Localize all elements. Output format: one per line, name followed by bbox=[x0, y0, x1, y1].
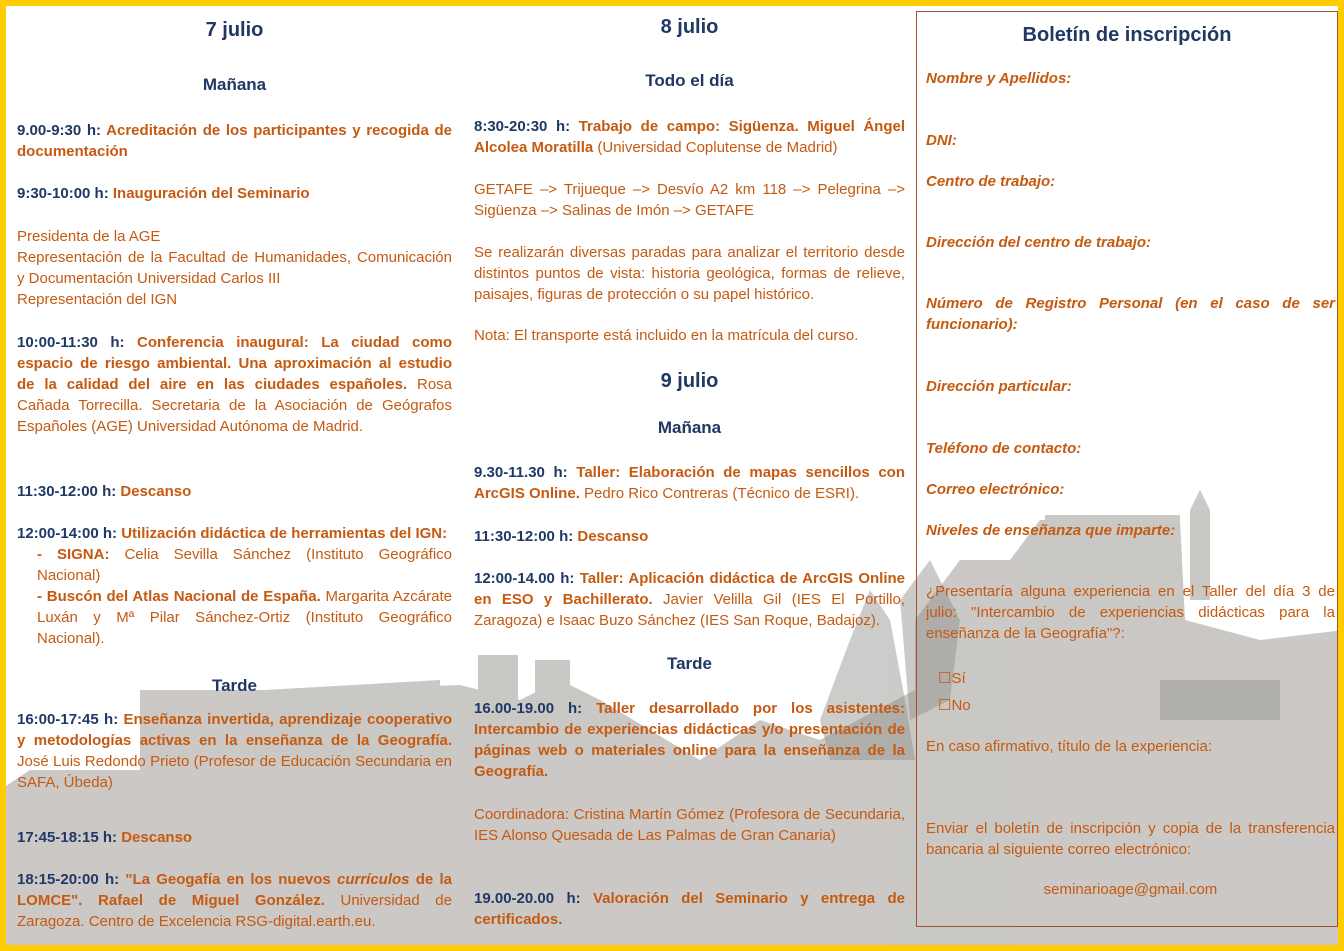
yes-label: Sí bbox=[951, 670, 966, 687]
time-label: 12:00-14:00 h: bbox=[17, 525, 122, 542]
schedule-item bbox=[17, 827, 452, 848]
workplace-address-field-label[interactable]: Dirección del centro de trabajo: bbox=[926, 234, 1152, 251]
time-label: 9.30-11.30 h: bbox=[474, 464, 577, 481]
sub-item bbox=[17, 586, 452, 649]
afternoon-heading: Tarde bbox=[666, 654, 713, 673]
body-text: Margarita Azcárate Luxán y Mª Pilar Sánchez-Ortiz (Instituto Geográfico Nacional). bbox=[37, 588, 452, 647]
address-field-label[interactable]: Dirección particular: bbox=[926, 378, 1072, 395]
checkbox-icon[interactable]: ☐ bbox=[938, 697, 952, 714]
registry-number-field-label[interactable]: Número de Registro Personal (en el caso de ser funcionario): bbox=[926, 295, 1335, 333]
body-text: Javier Velilla Gil (IES El Portillo, Zaragoza) e Isaac Buzo Sánchez (IES San Roque, Badajoz). bbox=[474, 591, 905, 629]
body-text: Representación del IGN bbox=[17, 291, 178, 308]
time-label: 16.00-19.00 h: bbox=[474, 700, 597, 717]
body-text: Coordinadora: Cristina Martín Gómez (Profesora de Secundaria, IES Alonso Quesada de Las Palmas de Gran Canaria) bbox=[474, 806, 905, 844]
route-text bbox=[474, 179, 905, 221]
schedule-item bbox=[17, 709, 452, 793]
body-text: Representación de la Facultad de Humanidades, Comunicación y Documentación Universidad Carlos III bbox=[17, 249, 452, 287]
body-text: Se realizarán diversas paradas para analizar el territorio desde distintos puntos de vista: historia geológica, formas de relieve, paisajes, figuras de protección o su papel histórico. bbox=[474, 244, 905, 303]
schedule-item bbox=[474, 888, 905, 930]
session-title: Descanso bbox=[121, 829, 193, 846]
session-title: Inauguración del Seminario bbox=[112, 185, 310, 202]
speaker-line bbox=[17, 247, 452, 289]
body-text: (Universidad Coplutense de Madrid) bbox=[593, 139, 838, 156]
session-title: - Buscón del Atlas Nacional de España. bbox=[37, 588, 321, 605]
schedule-item bbox=[17, 869, 452, 932]
schedule-item bbox=[17, 183, 452, 204]
session-title: de la LOMCE". Rafael de Miguel González. bbox=[17, 871, 452, 909]
time-label: 8:30-20:30 h: bbox=[474, 118, 579, 135]
session-title: Taller desarrollado por los asistentes: Intercambio de experiencias didácticas y/o presentación de páginas web o materiales online para la enseñanza de la Geografía. bbox=[474, 700, 906, 780]
description-text bbox=[474, 242, 905, 305]
time-label: 16:00-17:45 h: bbox=[17, 711, 124, 728]
time-label: 11:30-12:00 h: bbox=[17, 483, 121, 500]
time-label: 10:00-11:30 h: bbox=[17, 334, 138, 351]
body-text: Universidad de Zaragoza. Centro de Excelencia RSG-digital.earth.eu. bbox=[17, 892, 452, 930]
session-title: Descanso bbox=[577, 528, 649, 545]
body-text: Presidenta de la AGE bbox=[17, 228, 161, 245]
time-label: 11:30-12:00 h: bbox=[474, 528, 578, 545]
time-label: 9:30-10:00 h: bbox=[17, 185, 113, 202]
schedule-item bbox=[474, 526, 905, 547]
schedule-item bbox=[17, 120, 452, 162]
all-day-heading: Todo el día bbox=[645, 71, 734, 90]
contact-email-link[interactable]: seminarioage@gmail.com bbox=[1043, 881, 1218, 898]
morning-heading: Mañana bbox=[657, 418, 722, 437]
afternoon-heading: Tarde bbox=[211, 676, 258, 695]
body-text: Pedro Rico Contreras (Técnico de ESRI). bbox=[579, 485, 860, 502]
body-text: José Luis Redondo Prieto (Profesor de Educación Secundaria en SAFA, Úbeda) bbox=[17, 753, 452, 791]
send-instructions: Enviar el boletín de inscripción y copia de la transferencia bancaria al siguiente correo electrónico: bbox=[926, 820, 1335, 858]
time-label: 17:45-18:15 h: bbox=[17, 829, 122, 846]
checkbox-icon[interactable]: ☐ bbox=[938, 670, 952, 687]
schedule-item-title bbox=[17, 523, 452, 544]
time-label: 18:15-20:00 h: bbox=[17, 871, 126, 888]
workplace-field-label[interactable]: Centro de trabajo: bbox=[926, 173, 1056, 190]
coordinator-text bbox=[474, 804, 905, 846]
day-heading-7-julio: 7 julio bbox=[205, 19, 264, 41]
schedule-item bbox=[474, 116, 905, 158]
sub-item bbox=[17, 544, 452, 586]
phone-field-label[interactable]: Teléfono de contacto: bbox=[926, 440, 1082, 457]
body-text: Celia Sevilla Sánchez (Instituto Geográfico Nacional) bbox=[37, 546, 452, 584]
schedule-item bbox=[474, 462, 905, 504]
body-text: Nota: El transporte está incluido en la matrícula del curso. bbox=[474, 327, 859, 344]
levels-field-label[interactable]: Niveles de enseñanza que imparte: bbox=[926, 522, 1176, 539]
time-label: 12:00-14.00 h: bbox=[474, 570, 580, 587]
name-field-label[interactable]: Nombre y Apellidos: bbox=[926, 70, 1072, 87]
session-title: Taller: Aplicación didáctica de ArcGIS Online en ESO y Bachillerato. bbox=[474, 570, 905, 608]
session-title: Descanso bbox=[120, 483, 192, 500]
note-text bbox=[474, 325, 905, 346]
body-text: GETAFE –> Trijueque –> Desvío A2 km 118 –> Pelegrina –> Sigüenza –> Salinas de Imón –> GETAFE bbox=[474, 181, 905, 219]
schedule-item bbox=[17, 332, 452, 437]
session-title: "La Geogafía en los nuevos bbox=[125, 871, 337, 888]
session-title: Utilización didáctica de herramientas del IGN: bbox=[121, 525, 448, 542]
yes-option[interactable] bbox=[938, 668, 966, 689]
no-label: No bbox=[951, 697, 971, 714]
session-title: currículos bbox=[336, 871, 410, 888]
email-field-label[interactable]: Correo electrónico: bbox=[926, 481, 1065, 498]
schedule-item bbox=[17, 481, 452, 502]
session-title: Valoración del Seminario y entrega de certificados. bbox=[474, 890, 906, 928]
day-heading-8-julio: 8 julio bbox=[660, 16, 719, 38]
time-label: 9.00-9:30 h: bbox=[17, 122, 107, 139]
dni-field-label[interactable]: DNI: bbox=[926, 132, 957, 149]
schedule-item bbox=[474, 568, 905, 631]
session-title: Acreditación de los participantes y recogida de documentación bbox=[17, 122, 452, 160]
session-title: Conferencia inaugural: La ciudad como espacio de riesgo ambiental. Una aproximación al estudio de la calidad del aire en las ciudades españoles. bbox=[17, 334, 453, 393]
no-option[interactable] bbox=[938, 695, 971, 716]
session-title: Trabajo de campo: Sigüenza. Miguel Ángel Alcolea Moratilla bbox=[474, 118, 906, 156]
session-title: Taller: Elaboración de mapas sencillos con ArcGIS Online. bbox=[474, 464, 905, 502]
speakers-list bbox=[17, 226, 452, 310]
day-heading-9-julio: 9 julio bbox=[660, 370, 719, 392]
body-text: Rosa Cañada Torrecilla. Secretaria de la Asociación de Geógrafos Españoles (AGE) Universidad Autónoma de Madrid. bbox=[17, 376, 452, 435]
session-title: - SIGNA: bbox=[37, 546, 110, 563]
time-label: 19.00-20.00 h: bbox=[474, 890, 593, 907]
schedule-item bbox=[17, 523, 452, 649]
experience-title-label[interactable]: En caso afirmativo, título de la experiencia: bbox=[926, 738, 1212, 755]
workshop-question: ¿Presentaría alguna experiencia en el Taller del día 3 de julio: "Intercambio de experiencias didácticas para la enseñanza de la Geografía"?: bbox=[926, 583, 1335, 642]
schedule-item bbox=[474, 698, 905, 782]
speaker-line bbox=[17, 289, 452, 310]
form-title: Boletín de inscripción bbox=[1022, 24, 1232, 46]
speaker-line bbox=[17, 226, 452, 247]
morning-heading: Mañana bbox=[202, 75, 267, 94]
session-title: Enseñanza invertida, aprendizaje cooperativo y metodologías activas en la enseñanza de la Geografía. bbox=[17, 711, 453, 749]
